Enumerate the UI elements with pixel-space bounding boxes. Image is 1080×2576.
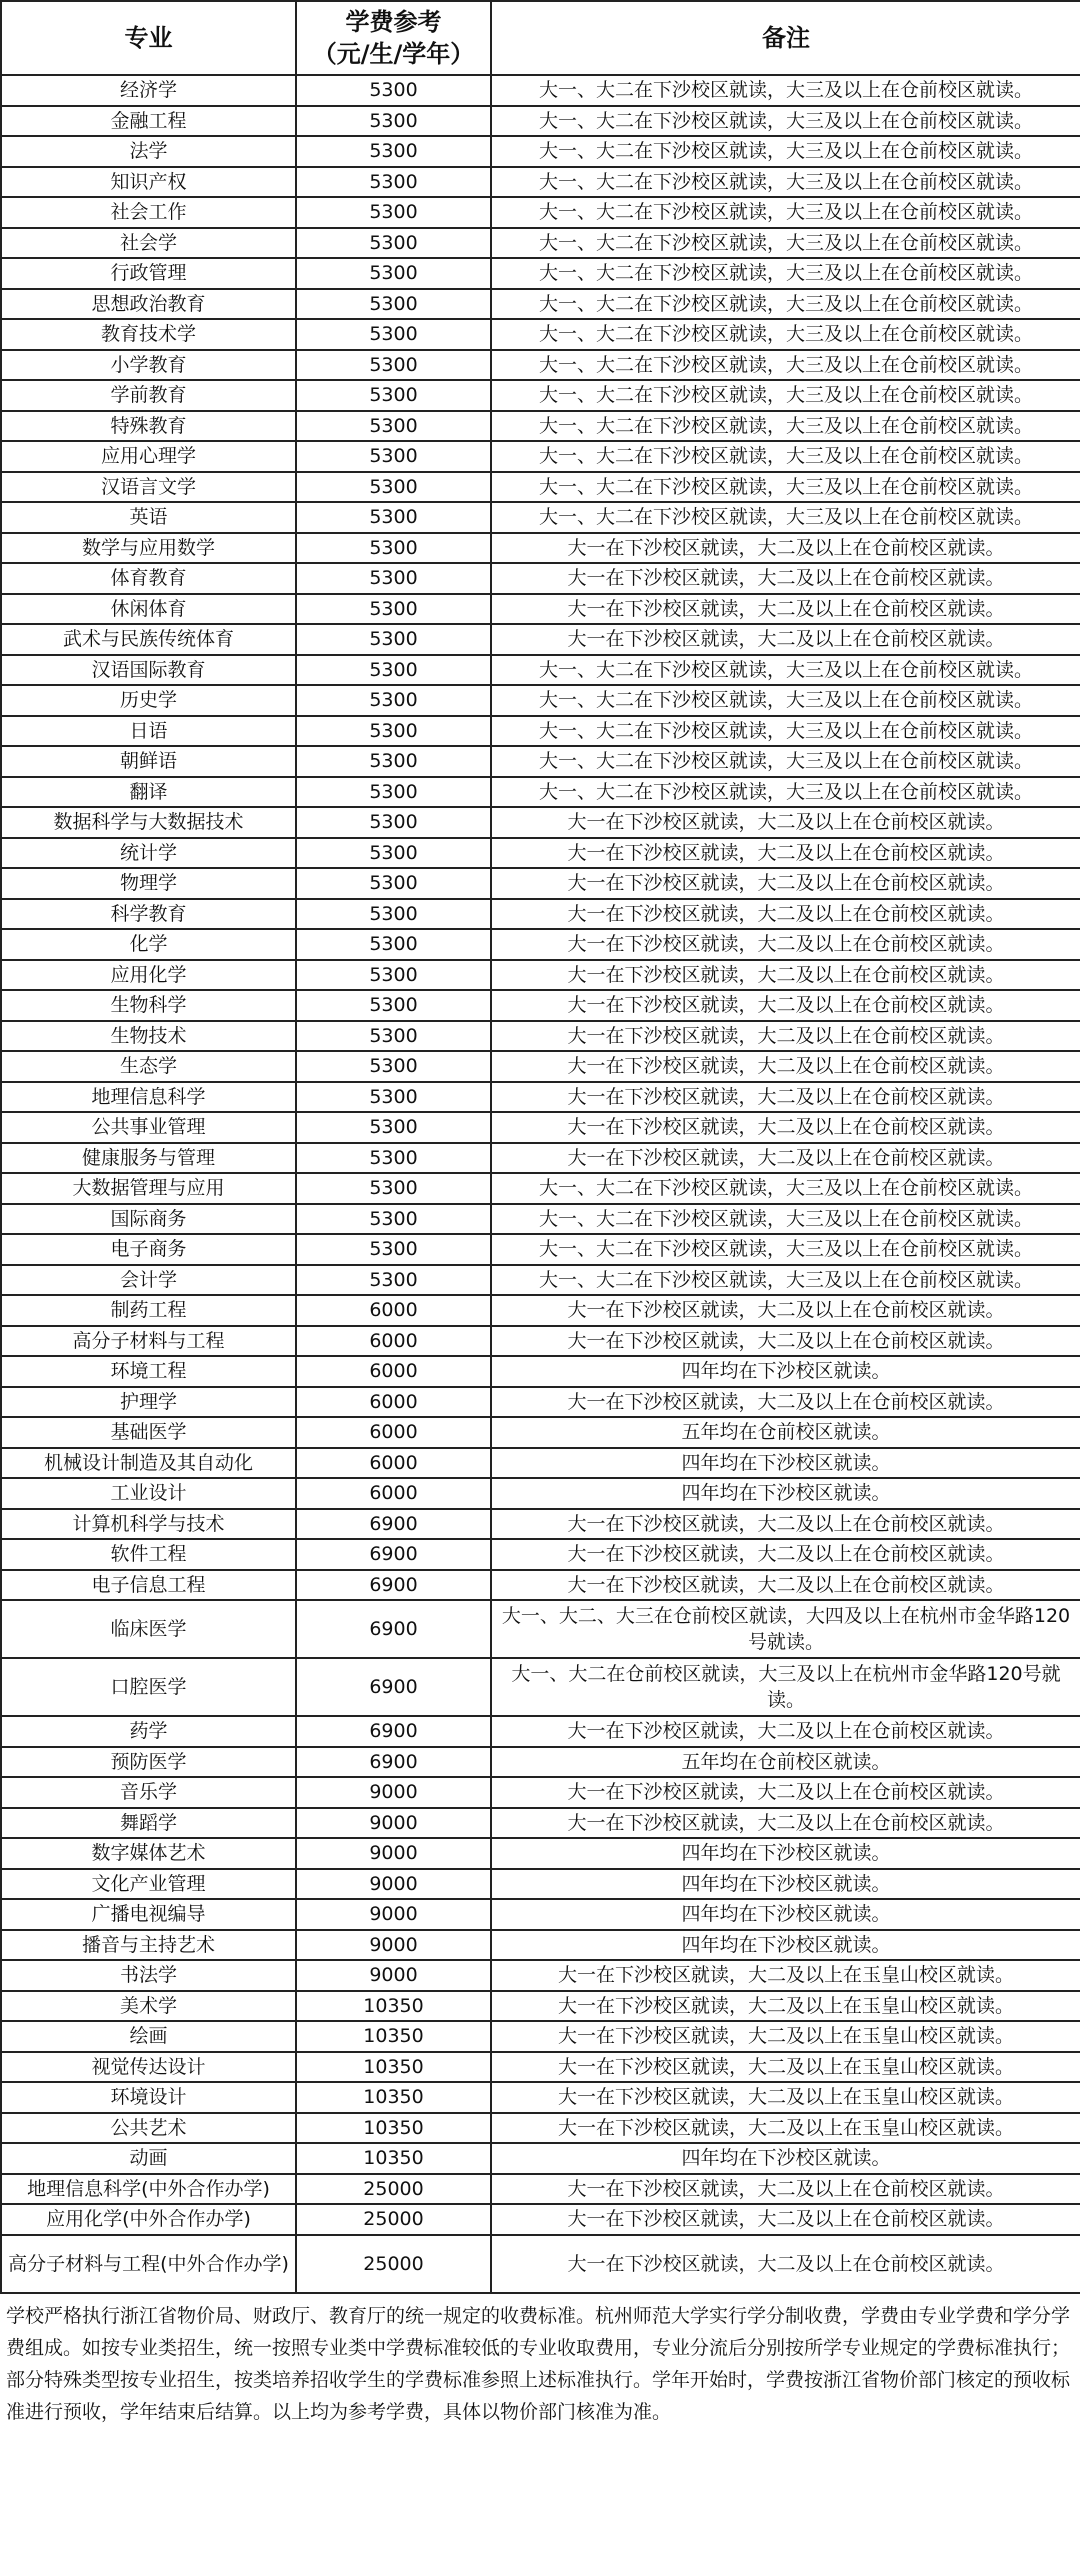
note-cell: 大一、大二在下沙校区就读，大三及以上在仓前校区就读。 bbox=[491, 319, 1080, 350]
major-cell: 临床医学 bbox=[1, 1600, 296, 1658]
fee-cell: 10350 bbox=[296, 2082, 491, 2113]
fee-cell: 6000 bbox=[296, 1295, 491, 1326]
table-row bbox=[1, 1021, 1080, 1052]
table-row bbox=[1, 594, 1080, 625]
major-cell: 法学 bbox=[1, 136, 296, 167]
table-row bbox=[1, 2021, 1080, 2052]
note-cell: 大一在下沙校区就读，大二及以上在仓前校区就读。 bbox=[491, 899, 1080, 930]
fee-cell: 5300 bbox=[296, 624, 491, 655]
table-row bbox=[1, 2174, 1080, 2205]
table-row bbox=[1, 533, 1080, 564]
fee-cell: 5300 bbox=[296, 106, 491, 137]
note-cell: 大一在下沙校区就读，大二及以上在仓前校区就读。 bbox=[491, 838, 1080, 869]
fee-cell: 6900 bbox=[296, 1658, 491, 1716]
fee-cell: 5300 bbox=[296, 1265, 491, 1296]
fee-cell: 5300 bbox=[296, 1021, 491, 1052]
note-cell: 大一在下沙校区就读，大二及以上在仓前校区就读。 bbox=[491, 533, 1080, 564]
fee-cell: 5300 bbox=[296, 868, 491, 899]
fee-cell: 6000 bbox=[296, 1356, 491, 1387]
major-cell: 播音与主持艺术 bbox=[1, 1930, 296, 1961]
fee-cell: 5300 bbox=[296, 136, 491, 167]
note-cell: 大一在下沙校区就读，大二及以上在仓前校区就读。 bbox=[491, 960, 1080, 991]
fee-cell: 10350 bbox=[296, 2113, 491, 2144]
fee-cell: 6000 bbox=[296, 1478, 491, 1509]
note-cell: 大一、大二在下沙校区就读，大三及以上在仓前校区就读。 bbox=[491, 1204, 1080, 1235]
major-cell: 英语 bbox=[1, 502, 296, 533]
table-row bbox=[1, 1234, 1080, 1265]
table-row bbox=[1, 1143, 1080, 1174]
fee-cell: 5300 bbox=[296, 899, 491, 930]
table-row bbox=[1, 1204, 1080, 1235]
fee-cell: 5300 bbox=[296, 1204, 491, 1235]
note-cell: 大一、大二在下沙校区就读，大三及以上在仓前校区就读。 bbox=[491, 716, 1080, 747]
major-cell: 应用化学 bbox=[1, 960, 296, 991]
fee-cell: 5300 bbox=[296, 533, 491, 564]
note-cell: 大一、大二在下沙校区就读，大三及以上在仓前校区就读。 bbox=[491, 167, 1080, 198]
note-cell: 大一在下沙校区就读，大二及以上在仓前校区就读。 bbox=[491, 1051, 1080, 1082]
fee-cell: 5300 bbox=[296, 929, 491, 960]
table-row bbox=[1, 838, 1080, 869]
table-row bbox=[1, 1448, 1080, 1479]
note-cell: 大一在下沙校区就读，大二及以上在玉皇山校区就读。 bbox=[491, 1960, 1080, 1991]
table-row bbox=[1, 563, 1080, 594]
note-cell: 大一在下沙校区就读，大二及以上在玉皇山校区就读。 bbox=[491, 2052, 1080, 2083]
major-cell: 金融工程 bbox=[1, 106, 296, 137]
note-cell: 四年均在下沙校区就读。 bbox=[491, 1869, 1080, 1900]
fee-cell: 5300 bbox=[296, 167, 491, 198]
note-cell: 大一、大二在下沙校区就读，大三及以上在仓前校区就读。 bbox=[491, 289, 1080, 320]
fee-cell: 5300 bbox=[296, 289, 491, 320]
table-row bbox=[1, 1570, 1080, 1601]
major-cell: 化学 bbox=[1, 929, 296, 960]
table-row bbox=[1, 1600, 1080, 1658]
fee-cell: 6000 bbox=[296, 1326, 491, 1357]
table-row bbox=[1, 807, 1080, 838]
major-cell: 生物科学 bbox=[1, 990, 296, 1021]
table-row bbox=[1, 75, 1080, 106]
major-cell: 国际商务 bbox=[1, 1204, 296, 1235]
table-row bbox=[1, 960, 1080, 991]
fee-cell: 25000 bbox=[296, 2204, 491, 2235]
major-cell: 软件工程 bbox=[1, 1539, 296, 1570]
fee-cell: 9000 bbox=[296, 1869, 491, 1900]
major-cell: 数学与应用数学 bbox=[1, 533, 296, 564]
fee-cell: 5300 bbox=[296, 228, 491, 259]
note-cell: 大一在下沙校区就读，大二及以上在仓前校区就读。 bbox=[491, 1295, 1080, 1326]
major-cell: 体育教育 bbox=[1, 563, 296, 594]
note-cell: 大一在下沙校区就读，大二及以上在玉皇山校区就读。 bbox=[491, 2021, 1080, 2052]
major-cell: 汉语国际教育 bbox=[1, 655, 296, 686]
fee-cell: 5300 bbox=[296, 716, 491, 747]
note-cell: 大一、大二在下沙校区就读，大三及以上在仓前校区就读。 bbox=[491, 746, 1080, 777]
note-cell: 大一在下沙校区就读，大二及以上在仓前校区就读。 bbox=[491, 1570, 1080, 1601]
major-cell: 机械设计制造及其自动化 bbox=[1, 1448, 296, 1479]
note-cell: 四年均在下沙校区就读。 bbox=[491, 1838, 1080, 1869]
fee-cell: 5300 bbox=[296, 777, 491, 808]
table-row bbox=[1, 1991, 1080, 2022]
table-row bbox=[1, 929, 1080, 960]
table-row bbox=[1, 990, 1080, 1021]
table-row bbox=[1, 746, 1080, 777]
major-cell: 计算机科学与技术 bbox=[1, 1509, 296, 1540]
fee-cell: 5300 bbox=[296, 990, 491, 1021]
major-cell: 公共艺术 bbox=[1, 2113, 296, 2144]
major-cell: 行政管理 bbox=[1, 258, 296, 289]
table-row bbox=[1, 350, 1080, 381]
table-row bbox=[1, 1356, 1080, 1387]
fee-cell: 25000 bbox=[296, 2235, 491, 2293]
header-row bbox=[1, 1, 1080, 75]
note-cell: 五年均在仓前校区就读。 bbox=[491, 1417, 1080, 1448]
note-cell: 四年均在下沙校区就读。 bbox=[491, 1448, 1080, 1479]
note-cell: 四年均在下沙校区就读。 bbox=[491, 1930, 1080, 1961]
table-row bbox=[1, 106, 1080, 137]
fee-cell: 5300 bbox=[296, 563, 491, 594]
note-cell: 大一、大二在下沙校区就读，大三及以上在仓前校区就读。 bbox=[491, 1234, 1080, 1265]
note-cell: 大一在下沙校区就读，大二及以上在仓前校区就读。 bbox=[491, 2235, 1080, 2293]
major-cell: 药学 bbox=[1, 1716, 296, 1747]
major-cell: 历史学 bbox=[1, 685, 296, 716]
note-cell: 大一在下沙校区就读，大二及以上在仓前校区就读。 bbox=[491, 1716, 1080, 1747]
fee-cell: 5300 bbox=[296, 838, 491, 869]
header-major: 专业 bbox=[1, 1, 296, 75]
fee-cell: 9000 bbox=[296, 1960, 491, 1991]
table-row bbox=[1, 2204, 1080, 2235]
major-cell: 应用心理学 bbox=[1, 441, 296, 472]
table-row bbox=[1, 1960, 1080, 1991]
table-row bbox=[1, 258, 1080, 289]
table-row bbox=[1, 1417, 1080, 1448]
table-row bbox=[1, 1808, 1080, 1839]
footnote: 学校严格执行浙江省物价局、财政厅、教育厅的统一规定的收费标准。杭州师范大学实行学分制收费，学费由专业学费和学分学费组成。如按专业类招生，统一按照专业类中学费标准较低的专业收取费用，专业分流后分别按所学专业规定的学费标准执行；部分特殊类型按专业招生，按类培养招收学生的学费标准参照上述标准执行。学年开始时，学费按浙江省物价部门核定的预收标准进行预收，学年结束后结算。以上均为参考学费，具体以物价部门核准为准。 bbox=[6, 2304, 1071, 2423]
table-row bbox=[1, 1478, 1080, 1509]
major-cell: 特殊教育 bbox=[1, 411, 296, 442]
major-cell: 书法学 bbox=[1, 1960, 296, 1991]
major-cell: 制药工程 bbox=[1, 1295, 296, 1326]
major-cell: 地理信息科学(中外合作办学) bbox=[1, 2174, 296, 2205]
fee-cell: 5300 bbox=[296, 319, 491, 350]
fee-cell: 6000 bbox=[296, 1448, 491, 1479]
fee-cell: 9000 bbox=[296, 1777, 491, 1808]
table-body bbox=[1, 75, 1080, 2293]
table-row bbox=[1, 2082, 1080, 2113]
major-cell: 思想政治教育 bbox=[1, 289, 296, 320]
major-cell: 翻译 bbox=[1, 777, 296, 808]
major-cell: 社会工作 bbox=[1, 197, 296, 228]
note-cell: 大一在下沙校区就读，大二及以上在仓前校区就读。 bbox=[491, 594, 1080, 625]
major-cell: 电子信息工程 bbox=[1, 1570, 296, 1601]
table-row bbox=[1, 777, 1080, 808]
major-cell: 社会学 bbox=[1, 228, 296, 259]
fee-cell: 5300 bbox=[296, 807, 491, 838]
note-cell: 大一在下沙校区就读，大二及以上在仓前校区就读。 bbox=[491, 2174, 1080, 2205]
table-row bbox=[1, 1387, 1080, 1418]
fee-cell: 10350 bbox=[296, 2143, 491, 2174]
fee-cell: 6900 bbox=[296, 1570, 491, 1601]
table-row bbox=[1, 2143, 1080, 2174]
major-cell: 数据科学与大数据技术 bbox=[1, 807, 296, 838]
table-row bbox=[1, 136, 1080, 167]
major-cell: 健康服务与管理 bbox=[1, 1143, 296, 1174]
fee-cell: 6000 bbox=[296, 1417, 491, 1448]
table-row bbox=[1, 1539, 1080, 1570]
note-cell: 大一、大二在下沙校区就读，大三及以上在仓前校区就读。 bbox=[491, 411, 1080, 442]
major-cell: 美术学 bbox=[1, 1991, 296, 2022]
note-cell: 大一在下沙校区就读，大二及以上在玉皇山校区就读。 bbox=[491, 2082, 1080, 2113]
note-cell: 大一在下沙校区就读，大二及以上在仓前校区就读。 bbox=[491, 990, 1080, 1021]
note-cell: 大一、大二在下沙校区就读，大三及以上在仓前校区就读。 bbox=[491, 1173, 1080, 1204]
fee-cell: 9000 bbox=[296, 1899, 491, 1930]
fee-cell: 5300 bbox=[296, 350, 491, 381]
fee-cell: 6900 bbox=[296, 1600, 491, 1658]
major-cell: 生物技术 bbox=[1, 1021, 296, 1052]
fee-cell: 5300 bbox=[296, 502, 491, 533]
major-cell: 环境工程 bbox=[1, 1356, 296, 1387]
fee-cell: 9000 bbox=[296, 1808, 491, 1839]
major-cell: 护理学 bbox=[1, 1387, 296, 1418]
note-cell: 大一在下沙校区就读，大二及以上在玉皇山校区就读。 bbox=[491, 2113, 1080, 2144]
fee-cell: 5300 bbox=[296, 1234, 491, 1265]
table-row bbox=[1, 685, 1080, 716]
note-cell: 大一、大二在下沙校区就读，大三及以上在仓前校区就读。 bbox=[491, 380, 1080, 411]
note-cell: 大一在下沙校区就读，大二及以上在仓前校区就读。 bbox=[491, 1509, 1080, 1540]
fee-cell: 5300 bbox=[296, 594, 491, 625]
table-row bbox=[1, 411, 1080, 442]
major-cell: 朝鲜语 bbox=[1, 746, 296, 777]
fee-cell: 10350 bbox=[296, 2052, 491, 2083]
major-cell: 数字媒体艺术 bbox=[1, 1838, 296, 1869]
note-cell: 大一、大二在下沙校区就读，大三及以上在仓前校区就读。 bbox=[491, 136, 1080, 167]
fee-cell: 6900 bbox=[296, 1509, 491, 1540]
table-row bbox=[1, 1082, 1080, 1113]
fee-cell: 5300 bbox=[296, 960, 491, 991]
major-cell: 统计学 bbox=[1, 838, 296, 869]
table-row bbox=[1, 868, 1080, 899]
fee-cell: 5300 bbox=[296, 1082, 491, 1113]
major-cell: 高分子材料与工程(中外合作办学) bbox=[1, 2235, 296, 2293]
fee-cell: 5300 bbox=[296, 411, 491, 442]
fee-cell: 25000 bbox=[296, 2174, 491, 2205]
fee-cell: 5300 bbox=[296, 1051, 491, 1082]
table-row bbox=[1, 1326, 1080, 1357]
table-row bbox=[1, 1295, 1080, 1326]
table-row bbox=[1, 319, 1080, 350]
major-cell: 电子商务 bbox=[1, 1234, 296, 1265]
note-cell: 大一在下沙校区就读，大二及以上在仓前校区就读。 bbox=[491, 1777, 1080, 1808]
fee-cell: 5300 bbox=[296, 1173, 491, 1204]
note-cell: 大一在下沙校区就读，大二及以上在仓前校区就读。 bbox=[491, 1387, 1080, 1418]
note-cell: 大一在下沙校区就读，大二及以上在仓前校区就读。 bbox=[491, 563, 1080, 594]
table-row bbox=[1, 2113, 1080, 2144]
fee-cell: 5300 bbox=[296, 1143, 491, 1174]
table-row bbox=[1, 228, 1080, 259]
table-row bbox=[1, 1930, 1080, 1961]
major-cell: 应用化学(中外合作办学) bbox=[1, 2204, 296, 2235]
note-cell: 大一、大二在下沙校区就读，大三及以上在仓前校区就读。 bbox=[491, 441, 1080, 472]
major-cell: 环境设计 bbox=[1, 2082, 296, 2113]
major-cell: 动画 bbox=[1, 2143, 296, 2174]
note-cell: 大一在下沙校区就读，大二及以上在仓前校区就读。 bbox=[491, 807, 1080, 838]
note-cell: 大一、大二在下沙校区就读，大三及以上在仓前校区就读。 bbox=[491, 228, 1080, 259]
table-row bbox=[1, 1265, 1080, 1296]
fee-cell: 5300 bbox=[296, 655, 491, 686]
fee-cell: 5300 bbox=[296, 75, 491, 106]
major-cell: 舞蹈学 bbox=[1, 1808, 296, 1839]
note-cell: 大一、大二在下沙校区就读，大三及以上在仓前校区就读。 bbox=[491, 75, 1080, 106]
note-cell: 大一在下沙校区就读，大二及以上在仓前校区就读。 bbox=[491, 624, 1080, 655]
fee-cell: 5300 bbox=[296, 197, 491, 228]
note-cell: 四年均在下沙校区就读。 bbox=[491, 1356, 1080, 1387]
table-row bbox=[1, 502, 1080, 533]
fee-cell: 5300 bbox=[296, 746, 491, 777]
major-cell: 知识产权 bbox=[1, 167, 296, 198]
table-row bbox=[1, 289, 1080, 320]
fee-cell: 9000 bbox=[296, 1838, 491, 1869]
table-row bbox=[1, 1838, 1080, 1869]
table-row bbox=[1, 655, 1080, 686]
fee-cell: 5300 bbox=[296, 258, 491, 289]
note-cell: 大一在下沙校区就读，大二及以上在仓前校区就读。 bbox=[491, 1143, 1080, 1174]
major-cell: 基础医学 bbox=[1, 1417, 296, 1448]
header-fee bbox=[296, 1, 491, 75]
table-row bbox=[1, 899, 1080, 930]
header-fee-line1: 学费参考 bbox=[345, 8, 442, 36]
note-cell: 大一在下沙校区就读，大二及以上在仓前校区就读。 bbox=[491, 2204, 1080, 2235]
table-row bbox=[1, 1747, 1080, 1778]
table-row bbox=[1, 1869, 1080, 1900]
fee-cell: 5300 bbox=[296, 380, 491, 411]
table-row bbox=[1, 441, 1080, 472]
table-row bbox=[1, 1051, 1080, 1082]
table-row bbox=[1, 1112, 1080, 1143]
major-cell: 教育技术学 bbox=[1, 319, 296, 350]
table-row bbox=[1, 167, 1080, 198]
table-row bbox=[1, 1658, 1080, 1716]
major-cell: 科学教育 bbox=[1, 899, 296, 930]
fee-cell: 6900 bbox=[296, 1539, 491, 1570]
fee-cell: 10350 bbox=[296, 1991, 491, 2022]
major-cell: 生态学 bbox=[1, 1051, 296, 1082]
note-cell: 大一、大二在下沙校区就读，大三及以上在仓前校区就读。 bbox=[491, 685, 1080, 716]
table-row bbox=[1, 2235, 1080, 2293]
note-cell: 大一、大二在下沙校区就读，大三及以上在仓前校区就读。 bbox=[491, 502, 1080, 533]
fee-cell: 5300 bbox=[296, 441, 491, 472]
note-cell: 四年均在下沙校区就读。 bbox=[491, 2143, 1080, 2174]
fee-cell: 6900 bbox=[296, 1716, 491, 1747]
major-cell: 小学教育 bbox=[1, 350, 296, 381]
major-cell: 汉语言文学 bbox=[1, 472, 296, 503]
header-fee-line2: （元/生/学年） bbox=[312, 40, 475, 68]
table-header bbox=[1, 1, 1080, 75]
note-cell: 大一在下沙校区就读，大二及以上在仓前校区就读。 bbox=[491, 1539, 1080, 1570]
note-cell: 大一、大二在仓前校区就读，大三及以上在杭州市金华路120号就读。 bbox=[491, 1658, 1080, 1716]
table-row bbox=[1, 2052, 1080, 2083]
fee-cell: 5300 bbox=[296, 1112, 491, 1143]
note-cell: 大一、大二、大三在仓前校区就读，大四及以上在杭州市金华路120号就读。 bbox=[491, 1600, 1080, 1658]
note-cell: 大一在下沙校区就读，大二及以上在仓前校区就读。 bbox=[491, 1021, 1080, 1052]
note-cell: 大一、大二在下沙校区就读，大三及以上在仓前校区就读。 bbox=[491, 655, 1080, 686]
note-cell: 大一在下沙校区就读，大二及以上在玉皇山校区就读。 bbox=[491, 1991, 1080, 2022]
major-cell: 武术与民族传统体育 bbox=[1, 624, 296, 655]
note-cell: 大一在下沙校区就读，大二及以上在仓前校区就读。 bbox=[491, 1082, 1080, 1113]
note-cell: 四年均在下沙校区就读。 bbox=[491, 1478, 1080, 1509]
table-row bbox=[1, 1173, 1080, 1204]
major-cell: 广播电视编导 bbox=[1, 1899, 296, 1930]
major-cell: 文化产业管理 bbox=[1, 1869, 296, 1900]
note-cell: 大一在下沙校区就读，大二及以上在仓前校区就读。 bbox=[491, 1326, 1080, 1357]
table-row bbox=[1, 1777, 1080, 1808]
note-cell: 大一、大二在下沙校区就读，大三及以上在仓前校区就读。 bbox=[491, 258, 1080, 289]
note-cell: 大一、大二在下沙校区就读，大三及以上在仓前校区就读。 bbox=[491, 472, 1080, 503]
major-cell: 大数据管理与应用 bbox=[1, 1173, 296, 1204]
note-cell: 五年均在仓前校区就读。 bbox=[491, 1747, 1080, 1778]
major-cell: 音乐学 bbox=[1, 1777, 296, 1808]
note-cell: 大一在下沙校区就读，大二及以上在仓前校区就读。 bbox=[491, 929, 1080, 960]
header-remarks: 备注 bbox=[491, 1, 1080, 75]
major-cell: 视觉传达设计 bbox=[1, 2052, 296, 2083]
major-cell: 工业设计 bbox=[1, 1478, 296, 1509]
fee-cell: 5300 bbox=[296, 685, 491, 716]
table-row bbox=[1, 624, 1080, 655]
fee-cell: 6900 bbox=[296, 1747, 491, 1778]
fee-cell: 10350 bbox=[296, 2021, 491, 2052]
table-row bbox=[1, 716, 1080, 747]
fee-cell: 9000 bbox=[296, 1930, 491, 1961]
table-row bbox=[1, 1716, 1080, 1747]
note-cell: 大一、大二在下沙校区就读，大三及以上在仓前校区就读。 bbox=[491, 197, 1080, 228]
fee-cell: 5300 bbox=[296, 472, 491, 503]
table-row bbox=[1, 197, 1080, 228]
major-cell: 预防医学 bbox=[1, 1747, 296, 1778]
note-cell: 大一、大二在下沙校区就读，大三及以上在仓前校区就读。 bbox=[491, 350, 1080, 381]
note-cell: 四年均在下沙校区就读。 bbox=[491, 1899, 1080, 1930]
table-row bbox=[1, 1899, 1080, 1930]
major-cell: 休闲体育 bbox=[1, 594, 296, 625]
note-cell: 大一、大二在下沙校区就读，大三及以上在仓前校区就读。 bbox=[491, 106, 1080, 137]
major-cell: 经济学 bbox=[1, 75, 296, 106]
major-cell: 学前教育 bbox=[1, 380, 296, 411]
note-cell: 大一在下沙校区就读，大二及以上在仓前校区就读。 bbox=[491, 1808, 1080, 1839]
note-cell: 大一在下沙校区就读，大二及以上在仓前校区就读。 bbox=[491, 1112, 1080, 1143]
major-cell: 绘画 bbox=[1, 2021, 296, 2052]
major-cell: 会计学 bbox=[1, 1265, 296, 1296]
table-row bbox=[1, 472, 1080, 503]
table-row bbox=[1, 380, 1080, 411]
major-cell: 公共事业管理 bbox=[1, 1112, 296, 1143]
table-row bbox=[1, 1509, 1080, 1540]
major-cell: 物理学 bbox=[1, 868, 296, 899]
major-cell: 口腔医学 bbox=[1, 1658, 296, 1716]
major-cell: 高分子材料与工程 bbox=[1, 1326, 296, 1357]
note-cell: 大一、大二在下沙校区就读，大三及以上在仓前校区就读。 bbox=[491, 1265, 1080, 1296]
note-cell: 大一、大二在下沙校区就读，大三及以上在仓前校区就读。 bbox=[491, 777, 1080, 808]
major-cell: 地理信息科学 bbox=[1, 1082, 296, 1113]
major-cell: 日语 bbox=[1, 716, 296, 747]
note-cell: 大一在下沙校区就读，大二及以上在仓前校区就读。 bbox=[491, 868, 1080, 899]
fee-cell: 6000 bbox=[296, 1387, 491, 1418]
